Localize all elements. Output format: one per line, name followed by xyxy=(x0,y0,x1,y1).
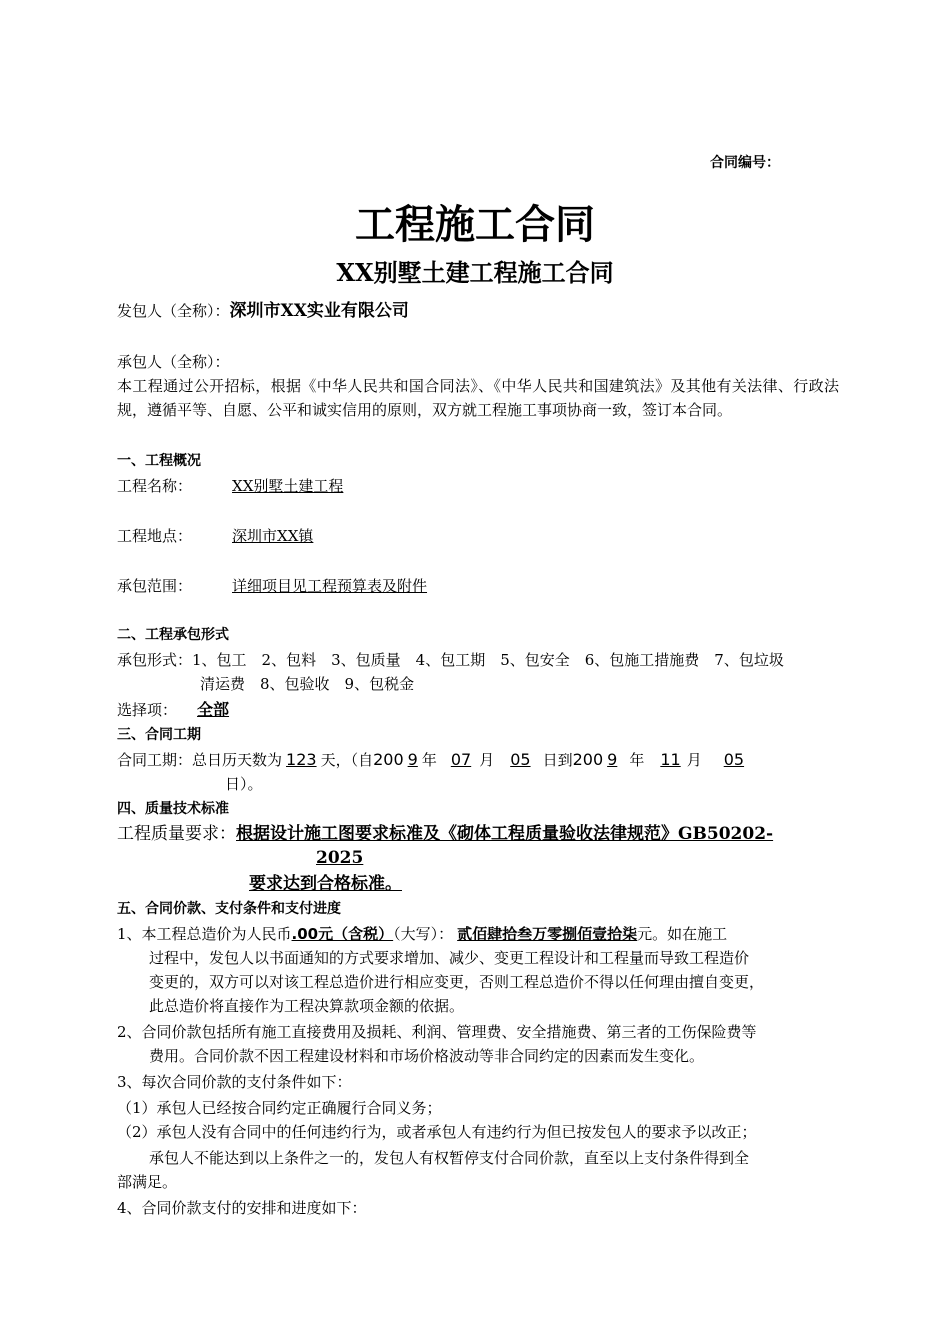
period-text-1: 天，（自 xyxy=(320,751,374,769)
contract-form-line1: 1、包工 2、包料 3、包质量 4、包工期 5、包安全 6、包施工措施费 7、包垃圾 xyxy=(192,651,784,669)
price-amount-chinese: 贰佰肆拾叁万零捌佰壹拾柒 xyxy=(457,925,638,943)
project-location-label: 工程地点： xyxy=(117,527,193,545)
start-year: 200 xyxy=(373,750,404,769)
price-line4: 此总造价将直接作为工程决算款项金额的依据。 xyxy=(149,997,465,1015)
start-month-char: 月 xyxy=(479,751,495,769)
section1-heading: 一、工程概况 xyxy=(117,453,201,469)
payment-schedule-heading: 4、合同价款支付的安排和进度如下： xyxy=(117,1199,367,1217)
project-location-value: 深圳市XX镇 xyxy=(232,527,314,545)
section3-heading: 三、合同工期 xyxy=(117,727,201,743)
price-line3: 变更的，双方可以对该工程总造价进行相应变更，否则工程总造价不得以任何理由擅自变更， xyxy=(149,973,765,991)
condition-1: （1）承包人已经按合同约定正确履行合同义务； xyxy=(117,1099,442,1117)
project-name-label: 工程名称： xyxy=(117,477,193,495)
start-year-char: 年 xyxy=(421,751,437,769)
period-days: 123 xyxy=(286,750,317,769)
section4-heading: 四、质量技术标准 xyxy=(117,801,229,817)
section2-heading: 二、工程承包形式 xyxy=(117,627,229,643)
employer-row xyxy=(117,299,409,323)
project-name-row xyxy=(117,474,573,498)
price-clause2-line2: 费用。合同价款不因工程建设材料和市场价格波动等非合同约定的因素而发生变化。 xyxy=(149,1047,705,1065)
project-scope-value: 详细项目见工程预算表及附件 xyxy=(232,577,428,595)
price-clause2-line1: 2、合同价款包括所有施工直接费用及损耗、利润、管理费、安全措施费、第三者的工伤保险费等 xyxy=(117,1023,757,1041)
start-month: 07 xyxy=(450,750,472,769)
quality-value-line2: 2025 xyxy=(316,848,364,868)
contract-period-row xyxy=(117,748,744,772)
document-title: 工程施工合同 xyxy=(355,202,595,248)
price-mid: （大写）： xyxy=(393,925,454,943)
period-text-2: 日到 xyxy=(542,751,573,769)
end-day: 05 xyxy=(723,750,745,769)
contract-number-label: 合同编号： xyxy=(710,155,780,171)
contract-form-line2: 清运费 8、包验收 9、包税金 xyxy=(200,675,415,693)
quality-row xyxy=(117,822,773,846)
start-day: 05 xyxy=(510,750,531,769)
condition-3-line1: 承包人不能达到以上条件之一的，发包人有权暂停支付合同价款，直至以上支付条件得到全 xyxy=(149,1149,750,1167)
option-row xyxy=(117,698,575,722)
end-month-char: 月 xyxy=(686,751,702,769)
contract-form-row xyxy=(117,648,784,672)
quality-value-line1: 根据设计施工图要求标准及《砌体工程质量验收法律规范》GB50202- xyxy=(236,824,774,844)
end-year: 200 xyxy=(572,750,604,769)
condition-3-line2: 部满足。 xyxy=(117,1173,178,1191)
option-label: 选择项： xyxy=(117,701,178,719)
price-amount: .00元（含税） xyxy=(291,925,394,943)
payment-conditions-heading: 3、每次合同价款的支付条件如下： xyxy=(117,1073,352,1091)
contract-form-label: 承包形式： xyxy=(117,651,193,669)
contractor-label: 承包人（全称）： xyxy=(117,353,230,371)
project-location-row xyxy=(117,524,660,548)
condition-2: （2）承包人没有合同中的任何违约行为，或者承包人有违约行为但已按发包人的要求予以改正； xyxy=(117,1123,757,1141)
section5-heading: 五、合同价款、支付条件和支付进度 xyxy=(117,901,341,917)
price-line2: 过程中，发包人以书面通知的方式要求增加、减少、变更工程设计和工程量而导致工程造价 xyxy=(149,949,750,967)
end-year-digit: 9 xyxy=(607,750,618,769)
quality-value-line3: 要求达到合格标准。 xyxy=(249,874,402,894)
option-value: 全部 xyxy=(197,700,230,719)
employer-label: 发包人（全称）： xyxy=(117,302,230,320)
intro-paragraph: 本工程通过公开招标，根据《中华人民共和国合同法》、《中华人民共和国建筑法》及其他有关法律、行政法规，遵循平等、自愿、公平和诚实信用的原则，双方就工程施工事项协商一致，签订本合同。 xyxy=(117,377,839,419)
price-prefix: 1、本工程总造价为人民币 xyxy=(117,925,292,943)
price-row xyxy=(117,922,727,946)
period-text-3: 日）。 xyxy=(225,775,263,793)
end-month: 11 xyxy=(660,750,681,769)
quality-value-line3-wrap xyxy=(249,872,637,896)
start-year-digit: 9 xyxy=(407,750,418,769)
project-scope-label: 承包范围： xyxy=(117,577,193,595)
project-name-value: XX别墅土建工程 xyxy=(232,477,344,495)
price-after: 元。如在施工 xyxy=(637,925,728,943)
project-scope-row xyxy=(117,574,762,598)
period-label: 合同工期：总日历天数为 xyxy=(117,751,283,769)
quality-label: 工程质量要求： xyxy=(117,824,236,844)
document-subtitle: XX别墅土建工程施工合同 xyxy=(336,258,614,287)
end-year-char: 年 xyxy=(629,751,645,769)
employer-value: 深圳市XX实业有限公司 xyxy=(229,301,409,321)
